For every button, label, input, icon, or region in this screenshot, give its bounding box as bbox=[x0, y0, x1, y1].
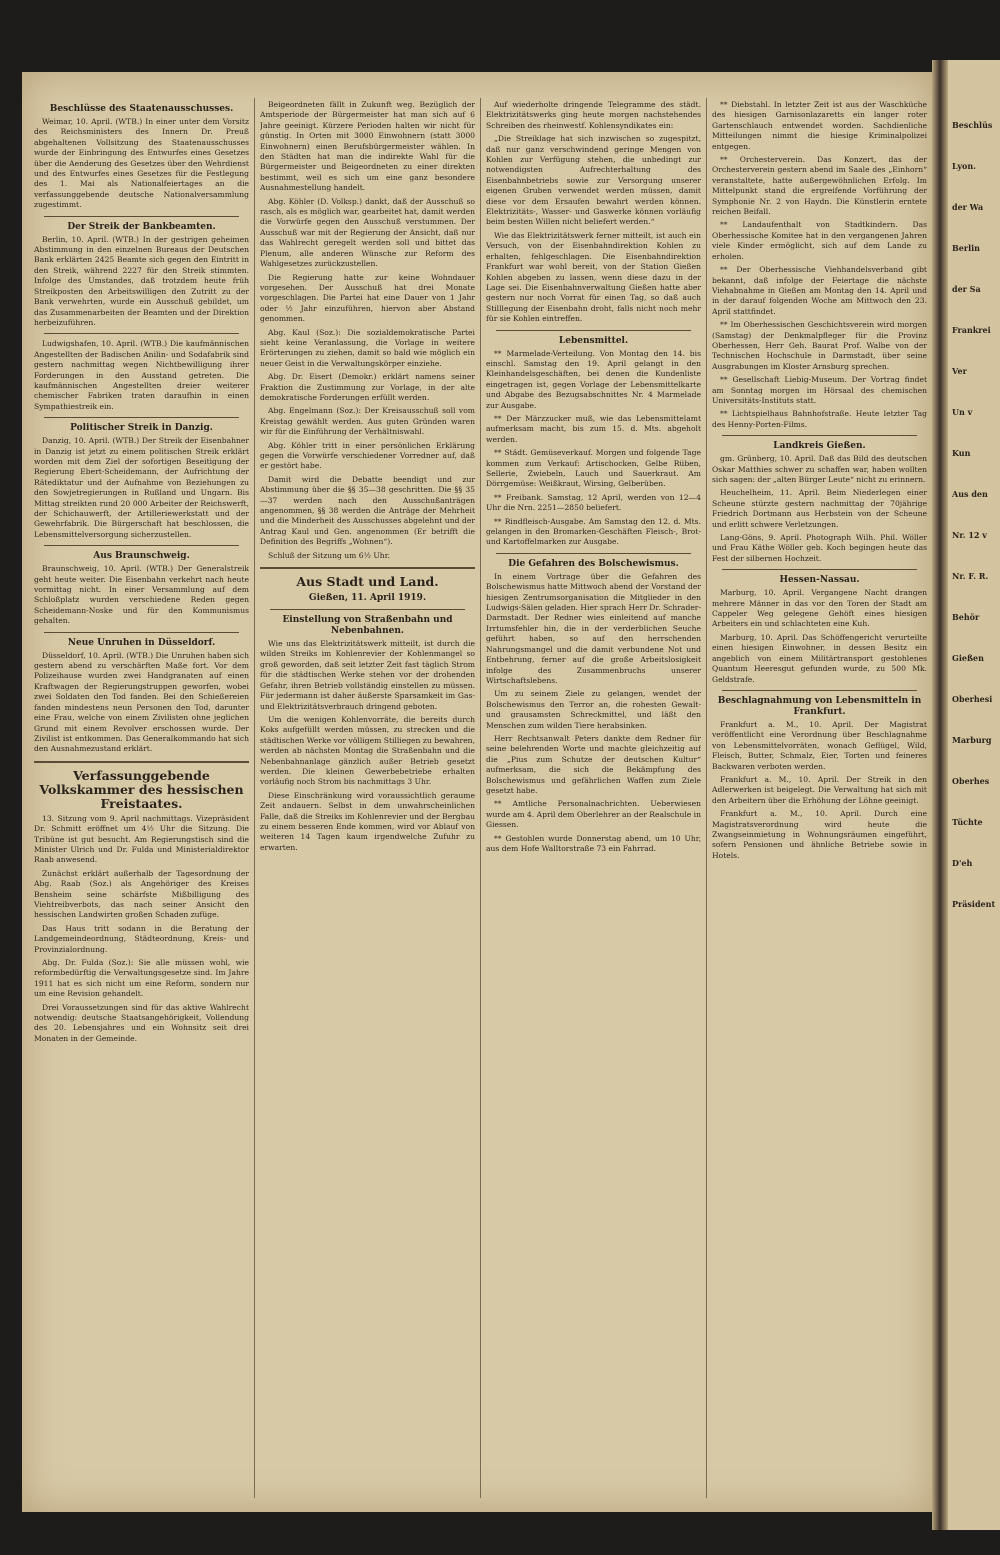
article-paragraph: Das Haus tritt sodann in die Beratung der Landgemeindeordnung, Städteordnung, Kreis- und Provinzialordnung. bbox=[34, 923, 249, 954]
article-paragraph: Frankfurt a. M., 10. April. Durch eine Magistratsverordnung wird heute die Zwangseinmietung in Wohnungsräumen eingeführt, sofern Pensionen und ähnliche Betriebe sowie in Hotels. bbox=[712, 809, 927, 860]
article-paragraph: Berlin, 10. April. (WTB.) In der gestrigen geheimen Abstimmung in den einzelnen Bureaus der Deutschen Bank erklärten 2425 Beamte sich gegen den Eintritt in den Streik, während 2227 für den Streik stimmten. Infolge des Umstandes, daß trotzdem heute früh Streikposten den Arbeitswilligen den Zutritt zu der Bank verwehrten, wurde ein Ausschuß gebildet, um das Zusammenarbeiten der Beamten und der Direktion herbeizuführen. bbox=[34, 234, 249, 327]
column-rule bbox=[480, 98, 481, 1498]
adjacent-page-text: Oberhes bbox=[952, 776, 990, 786]
article-paragraph: ** Marmelade-Verteilung. Von Montag den 14. bis einschl. Samstag den 19. April gelangt in den Kleinhandelsgeschäften, bei denen die Kundenliste eingetragen ist, gegen Vorlage der Lebensmittelkarte und Abgabe des Bezugsabschnittes Nr. 4 Marmelade zur Ausgabe. bbox=[486, 348, 701, 410]
separator bbox=[496, 553, 691, 554]
article-paragraph: ** Orchesterverein. Das Konzert, das der Orchesterverein gestern abend im Saale des „Einhorn“ veranstaltete, hatte außergewöhnlichen Erfolg. Im Mittelpunkt stand die ergreifende Vorführung der Symphonie Nr. 2 von Haydn. Die Künstlerin erntete reichen Beifall. bbox=[712, 155, 927, 217]
article-heading: Neue Unruhen in Düsseldorf. bbox=[67, 637, 216, 648]
column-1 bbox=[34, 100, 249, 1500]
article-paragraph: ** Städt. Gemüseverkauf. Morgen und folgende Tage kommen zum Verkauf: Artischocken, Gelbe Rüben, Sellerie, Zwiebeln, Lauch und Sauerkraut. Am Dörrgemüse: Weißkraut, Wirsing, Gelberüben. bbox=[486, 448, 701, 489]
article-heading: Lebensmittel. bbox=[558, 335, 629, 346]
section-heading-volkskammer: Verfassunggebende Volkskammer des hessischen Freistaates. bbox=[39, 767, 244, 811]
separator bbox=[722, 435, 917, 436]
adjacent-page-text: Kun bbox=[952, 448, 971, 458]
adjacent-page-text: Oberhesi bbox=[952, 694, 993, 704]
article-paragraph: Abg. Köhler tritt in einer persönlichen Erklärung gegen die Vorwürfe verschiedener Vorredner auf, daß er gestört habe. bbox=[260, 440, 475, 471]
article-paragraph: Marburg, 10. April. Vergangene Nacht drangen mehrere Männer in das vor den Toren der Stadt am Cappeler Weg gelegene Gehöft eines hiesigen Arbeiters ein und schlachteten eine Kuh. bbox=[712, 588, 927, 629]
article-paragraph: ** Rindfleisch-Ausgabe. Am Samstag den 12. d. Mts. gelangen in den Bromarken-Geschäften Fleisch-, Brot- und Kartoffelmarken zur Ausgabe. bbox=[486, 516, 701, 547]
article-heading: Politischer Streik in Danzig. bbox=[70, 423, 213, 434]
article-heading: Aus Braunschweig. bbox=[93, 551, 190, 562]
separator bbox=[44, 545, 239, 546]
separator bbox=[722, 569, 917, 570]
article-paragraph: Herr Rechtsanwalt Peters dankte dem Redner für seine belehrenden Worte und machte gleichzeitig auf die „Pius zum Schutze der deutschen Kultur“ aufmerksam, die sich die Bekämpfung des Bolschewismus und gefährlichen Waffen zum Ziele gesetzt habe. bbox=[486, 733, 701, 795]
adjacent-page-text: der Wa bbox=[952, 202, 984, 212]
section-heading-stadt-und-land: Aus Stadt und Land. bbox=[296, 574, 439, 590]
article-paragraph: In einem Vortrage über die Gefahren des Bolschewismus hatte Mittwoch abend der Vorstand der hiesigen Zentrumsorganisation die Mitglieder in den Ludwigs-Sälen geladen. Hier sprach Herr Dr. Schrader-Darmstadt. Der Redner wies einleitend auf manche Irrtumsfehler hin, die in der verderblichen Seuche geführt haben, so auf den herrschenden Nahrungsmangel und die damit verbundene Not und Entbehrung, ferner auf die große Arbeitslosigkeit infolge des Zusammenbruchs unserer Wirtschaftslebens. bbox=[486, 571, 701, 685]
article-paragraph: Drei Voraussetzungen sind für das aktive Wahlrecht notwendig: deutsche Staatsangehörigkeit, Vollendung des 20. Lebensjahres und ein Wohnsitz seit drei Monaten in der Gemeinde. bbox=[34, 1002, 249, 1043]
article-paragraph: ** Amtliche Personalnachrichten. Ueberwiesen wurde am 4. April dem Oberlehrer an der Realschule in Giessen. bbox=[486, 799, 701, 830]
page-gutter bbox=[932, 60, 948, 1530]
article-paragraph: ** Landaufenthalt von Stadtkindern. Das Oberhessische Komitee hat in den vergangenen Jahren viele Kinder ermöglicht, sich auf dem Lande zu erholen. bbox=[712, 220, 927, 261]
article-paragraph: Weimar, 10. April. (WTB.) In einer unter dem Vorsitz des Reichsministers des Innern Dr. Preuß abgehaltenen Vollsitzung des Staatenausschusses wurde der Einbringung des Entwurfes eines Gesetzes über die Aenderung des Gesetzes über den Wehrdienst und des Entwurfes eines Gesetzes für die Festlegung des 1. Mai als Nationalfeiertages an die verfassunggebende deutsche Nationalversammlung zugestimmt. bbox=[34, 117, 249, 210]
article-paragraph: gm. Grünberg, 10. April. Daß das Bild des deutschen Oskar Matthies schwer zu schaffen war, haben wollten sich sagen: der „alten Bürger Leute“ nicht zu erinnern. bbox=[712, 454, 927, 484]
adjacent-page-text: Un v bbox=[952, 407, 973, 417]
adjacent-page-text: Präsident bbox=[952, 899, 996, 909]
adjacent-page-text: Ver bbox=[952, 366, 967, 376]
article-paragraph: Danzig, 10. April. (WTB.) Der Streik der Eisenbahner in Danzig ist jetzt zu einem politischen Streik erklärt worden mit dem Ziel der sofortigen Beseitigung der Regierung Ebert-Scheidemann, der Aufrichtung der Rätediktatur und der Aufnahme von Beziehungen zu den Sowjetregierungen in Rußland und Ungarn. Bis Mittag streikten rund 20 000 Arbeiter der Reichswerft, der Schichauwerft, der Artilleriewerkstatt und der Gewehrfabrik. Die Bürgerschaft hat beschlossen, die Lebensmittelversorgung sicherzustellen. bbox=[34, 436, 249, 539]
adjacent-page-fragment bbox=[948, 60, 1000, 1530]
dateline: Gießen, 11. April 1919. bbox=[308, 593, 427, 604]
adjacent-page-text: Berlin bbox=[952, 243, 980, 253]
separator bbox=[34, 761, 249, 763]
article-paragraph: ** Diebstahl. In letzter Zeit ist aus der Waschküche des hiesigen Garnisonlazaretts ein langer roter Gartenschlauch entwendet worden. Sachdienliche Mitteilungen nimmt die hiesige Kriminalpolizei entgegen. bbox=[712, 100, 927, 151]
article-paragraph: Abg. Dr. Eisert (Demokr.) erklärt namens seiner Fraktion die Zustimmung zur Vorlage, in der alte demokratische Forderungen erfüllt werden. bbox=[260, 372, 475, 402]
article-paragraph: Schluß der Sitzung um 6½ Uhr. bbox=[268, 550, 390, 560]
column-rule bbox=[706, 98, 707, 1498]
article-paragraph: Die Regierung hatte zur keine Wohndauer vorgesehen. Der Ausschuß hat drei Monate vorgeschlagen. Die Partei hat eine Dauer von 1 Jahr oder ½ Jahr einzuführen, hiervon aber Abstand genommen. bbox=[260, 272, 475, 324]
article-paragraph: ** Der Oberhessische Viehhandelsverband gibt bekannt, daß infolge der Feiertage die nächste Viehabnahme in Gießen am Montag den 14. April und in der darauf folgenden Woche am Mittwoch den 23. April stattfindet. bbox=[712, 265, 927, 316]
article-paragraph: Heuchelheim, 11. April. Beim Niederlegen einer Scheune stürzte gestern nachmittag der 70jährige Friedrich Dortmann aus Herbstein von der Scheune und erlitt schwere Verletzungen. bbox=[712, 488, 927, 529]
adjacent-page-text: Beschlüs bbox=[952, 120, 993, 130]
column-3-sections bbox=[486, 100, 701, 854]
newspaper-page bbox=[22, 72, 932, 1512]
column-4 bbox=[712, 100, 927, 1500]
adjacent-page-text: Behör bbox=[952, 612, 980, 622]
article-paragraph: Frankfurt a. M., 10. April. Der Magistrat veröffentlicht eine Verordnung über Beschlagnahme von Lebensmittelvorräten, wonach Geflügel, Wild, Fleisch, Butter, Schmalz, Eier, Torten und feineres Backwaren verboten werden. bbox=[712, 719, 927, 771]
article-paragraph: ** Der Märzzucker muß, wie das Lebensmittelamt aufmerksam macht, bis zum 15. d. Mts. abgeholt werden. bbox=[486, 413, 701, 444]
article-paragraph: Frankfurt a. M., 10. April. Der Streik in den Adlerwerken ist beigelegt. Die Verwaltung hat sich mit den Arbeitern über die Erhöhung der Löhne geeinigt. bbox=[712, 774, 927, 805]
article-paragraph: Ludwigshafen, 10. April. (WTB.) Die kaufmännischen Angestellten der Badischen Anilin- und Sodafabrik sind gestern nachmittag wegen Nichtbewilligung ihrer Forderungen in den Ausstand getreten. Die kaufmännischen Angestellten dreier weiterer chemischer Fabriken traten daraufhin in einen Sympathiestreik ein. bbox=[34, 339, 249, 411]
adjacent-page-text: Nr. F. R. bbox=[952, 571, 989, 581]
article-paragraph: Lang-Göns, 9. April. Photograph Wilh. Phil. Wöller und Frau Käthe Wöller geb. Koch begingen heute das Fest der silbernen Hochzeit. bbox=[712, 533, 927, 563]
article-paragraph: Braunschweig, 10. April. (WTB.) Der Generalstreik geht heute weiter. Die Eisenbahn verkehrt nach heute vormittag nicht. In einer Versammlung auf dem Schloßplatz wurden verschiedene Reden gegen Scheidemann-Noske und für den Kommunismus gehalten. bbox=[34, 564, 249, 626]
separator bbox=[270, 609, 465, 610]
column-4-sections bbox=[712, 100, 927, 861]
article-paragraph: „Die Streiklage hat sich inzwischen so zugespitzt, daß nur ganz verschwindend geringe Mengen von Kohlen zur Verfügung stehen, die unbedingt zur notwendigsten Aufrechterhaltung des Eisenbahnbetriebs sowie zur Versorgung unserer eigenen Gruben verwendet werden müssen, damit diese vor dem Ersaufen bewahrt werden können. Elektrizitäts-, Wasser- und Gaswerke können vorläufig beim besten Willen nicht beliefert werden.“ bbox=[486, 134, 701, 227]
article-paragraph: Abg. Kaul (Soz.): Die sozialdemokratische Partei sieht keine Veranlassung, die Vorlage in weitere Erörterungen zu ziehen, damit so bald wie möglich ein neuer Geist in die Verwaltungskörper einziehe. bbox=[260, 327, 475, 368]
column-1-sections bbox=[34, 104, 249, 755]
article-paragraph: 13. Sitzung vom 9. April nachmittags. Vizepräsident Dr. Schmitt eröffnet um 4½ Uhr die Sitzung. Die Tribüne ist gut besucht. Am Regierungstisch sind die Minister Ulrich und Dr. Fulda und Ministerialdirektor Raab anwesend. bbox=[34, 813, 249, 865]
article-paragraph: Diese Einschränkung wird voraussichtlich geraume Zeit andauern. Selbst in dem unwahrscheinlichen Falle, daß die Streiks im Kohlenrevier und der Bergbau zu einem besseren Ende kommen, wird vor Ablauf von weiteren 14 Tagen kaum irgendwelche Zufuhr zu erwarten. bbox=[260, 790, 475, 852]
article-paragraph: Auf wiederholte dringende Telegramme des städt. Elektrizitätswerks ging heute morgen nachstehendes Schreiben des rheinwestf. Kohlensyndikates ein: bbox=[486, 100, 701, 130]
adjacent-page-text: D'eh bbox=[952, 858, 973, 868]
separator bbox=[496, 330, 691, 331]
article-paragraph: Beigeordneten fällt in Zukunft weg. Bezüglich der Amtsperiode der Bürgermeister hat man sich auf 6 Jahre geeinigt. Kürzere Perioden halten wir nicht für günstig. In Orten mit 3000 Einwohnern (statt 3000 Einwohnern) einen Berufsbürgermeister wählen. In den Städten hat man die indirekte Wahl für die Bürgermeister und Beigeordneten zu einer direkten bestimmt, weil es sich um eine ganz besondere Ausnahmestellung handelt. bbox=[260, 100, 475, 193]
article-paragraph: Wie das Elektrizitätswerk ferner mitteilt, ist auch ein Versuch, von der Eisenbahndirektion Kohlen zu erhalten, fehlgeschlagen. Die Eisenbahndirektion Frankfurt war wohl bereit, von der Station Gießen Kohlen abgeben zu lassen, wenn diese dazu in der Lage sei. Die Eisenbahnverwaltung Gießen hatte aber gestern nur noch Vorrat für einen Tag, so daß auch Stilllegung der Eisenbahn droht, falls nicht noch mehr für sie Kohlen eintreffen. bbox=[486, 230, 701, 324]
article-heading: Beschlagnahmung von Lebensmitteln in Frankfurt. bbox=[717, 695, 922, 717]
article-paragraph: Damit wird die Debatte beendigt und zur Abstimmung über die §§ 35—38 geschritten. Die §§ 35—37 werden nach den Ausschußanträgen angenommen, §§ 38 werden die Anträge der Mehrheit und die Minderheit des Ausschusses abgelehnt und der Antrag Kaul und Gen. angenommen (Er betrifft die Definition des Begriffs „Wohnen“). bbox=[260, 474, 475, 547]
column-2-tail bbox=[260, 639, 475, 853]
column-1-tail bbox=[34, 814, 249, 1045]
adjacent-page-text: Gießen bbox=[952, 653, 984, 663]
article-paragraph: Wie uns das Elektrizitätswerk mitteilt, ist durch die wilden Streiks im Kohlenrevier der Kohlenmangel so groß geworden, daß seit letzter Zeit fast täglich Strom für die städtischen Werke stehen vor der drohenden Gefahr, ihren Betrieb vollständig einstellen zu müssen. Für jedermann ist daher äußerste Sparsamkeit im Gas- und Elektrizitätsverbrauch dringend geboten. bbox=[260, 639, 475, 711]
column-2 bbox=[260, 100, 475, 1500]
adjacent-page-text: Frankrei bbox=[952, 325, 991, 335]
adjacent-page-text: der Sa bbox=[952, 284, 981, 294]
separator bbox=[44, 632, 239, 633]
article-paragraph: Um die wenigen Kohlenvorräte, die bereits durch Koks aufgefüllt werden müssen, zu strecken und die städtischen Werke vor völligem Stilliegen zu bewahren, werden ab nächsten Montag die Straßenbahn und die Nebenbahnanlage gänzlich außer Betrieb gesetzt werden. Die kleinen Gewerbebetriebe erhalten vorläufig noch Strom bis nachmittags 3 Uhr. bbox=[260, 714, 475, 787]
separator bbox=[44, 417, 239, 418]
article-paragraph: Abg. Engelmann (Soz.): Der Kreisausschuß soll vom Kreistag gewählt werden. Aus guten Gründen waren wir für die Einführung der Verhältniswahl. bbox=[260, 406, 475, 437]
article-paragraph: Um zu seinem Ziele zu gelangen, wendet der Bolschewismus den Terror an, die rohesten Gewalt- und grausamsten Schreckmittel, und läßt den Menschen zum wilden Tiere herabsinken. bbox=[486, 689, 701, 730]
separator bbox=[260, 567, 475, 569]
adjacent-page-text: Lyon. bbox=[952, 161, 976, 171]
article-heading: Der Streik der Bankbeamten. bbox=[67, 221, 216, 232]
article-heading: Hessen-Nassau. bbox=[779, 575, 860, 586]
article-paragraph: ** Im Oberhessischen Geschichtsverein wird morgen (Samstag) der Denkmalpfleger für die Provinz Oberhessen, Herr Geh. Baurat Prof. Walbe von der Technischen Hochschule in Darmstadt, über seine Ausgrabungen im Kloster Arnsburg sprechen. bbox=[712, 320, 927, 371]
separator bbox=[722, 690, 917, 691]
article-paragraph: Zunächst erklärt außerhalb der Tagesordnung der Abg. Raab (Soz.) als Angehöriger des Kreises Bensheim seine schärfste Mißbilligung des Viehtreibverbots, das nach seiner Ansicht den hessischen Landwirten großen Schaden zufüge. bbox=[34, 868, 249, 920]
article-paragraph: Abg. Köhler (D. Volksp.) dankt, daß der Ausschuß so rasch, als es möglich war, gearbeitet hat, damit werden die Vorwürfe gegen den Ausschuß verstummen. Der Ausschuß war mit der Regierung der Ansicht, daß nur das Wahlrecht geregelt werden soll und bittet das Plenum, alle anderen Wünsche zur Reform des Wahlgesetzes zurückzustellen. bbox=[260, 196, 475, 269]
separator bbox=[44, 333, 239, 334]
article-paragraph: ** Lichtspielhaus Bahnhofstraße. Heute letzter Tag des Henny-Porten-Films. bbox=[712, 409, 927, 429]
article-heading: Die Gefahren des Bolschewismus. bbox=[508, 558, 679, 569]
article-paragraph: ** Gestohlen wurde Donnerstag abend, um 10 Uhr, aus dem Hofe Walltorstraße 73 ein Fahrrad. bbox=[486, 833, 701, 853]
adjacent-page-text: Nr. 12 v bbox=[952, 530, 987, 540]
article-paragraph: ** Freibank. Samstag, 12 April, werden von 12—4 Uhr die Nrn. 2251—2850 beliefert. bbox=[486, 492, 701, 513]
article-paragraph: Abg. Dr. Fulda (Soz.): Sie alle müssen wohl, wie reformbedürftig die Verwaltungsgesetze sind. Im Jahre 1911 hat es sich nicht um eine Reform, sondern nur um eine Revision gehandelt. bbox=[34, 958, 249, 999]
article-paragraph: Düsseldorf, 10. April. (WTB.) Die Unruhen haben sich gestern abend zu verschärften Maße fort. Vor dem Polizeihause wurden zwei Handgranaten auf einen Kraftwagen der Regierungstruppen geworfen, wobei zwei Soldaten den Tod fanden. Bei den Schießereien fanden mindestens neun Personen den Tod, darunter eine Frau, welche von einem Zivilisten ohne jeglichen Grund mit einem Revolver erschossen wurde. Der Zivilist ist entkommen. Das Generalkommando hat sich den Ausnahmezustand erklärt. bbox=[34, 650, 249, 754]
column-rule bbox=[254, 98, 255, 1498]
column-2-sections bbox=[260, 100, 475, 561]
article-paragraph: Marburg, 10. April. Das Schöffengericht verurteilte einen hiesigen Einwohner, in dessen Besitz ein angeblich von einem Militärtransport gestohlenes Quantum Heeresgut gefunden wurde, zu 500 Mk. Geldstrafe. bbox=[712, 632, 927, 684]
adjacent-page-text: Marburg bbox=[952, 735, 992, 745]
article-heading: Beschlüsse des Staatenausschusses. bbox=[49, 104, 234, 114]
article-heading-straßenbahn: Einstellung von Straßenbahn und Nebenbahnen. bbox=[282, 615, 453, 637]
article-heading: Landkreis Gießen. bbox=[773, 441, 866, 452]
article-paragraph: ** Gesellschaft Liebig-Museum. Der Vortrag findet am Sonntag morgen im Hörsaal des chemischen Universitäts-Instituts statt. bbox=[712, 375, 927, 405]
column-3 bbox=[486, 100, 701, 1500]
separator bbox=[44, 216, 239, 217]
adjacent-page-text: Aus den bbox=[952, 489, 988, 499]
adjacent-page-text: Tüchte bbox=[952, 817, 983, 827]
